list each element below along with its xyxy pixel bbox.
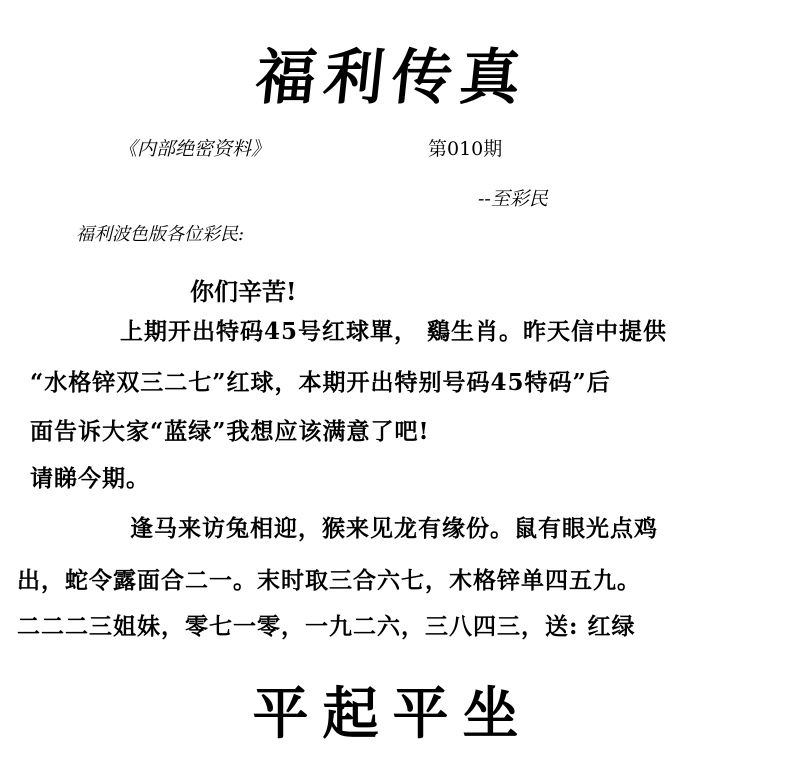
body-line-2: “水格锌双三二七”红球，本期开出特别号码45特码”后 bbox=[30, 369, 611, 396]
body-line-3: 面告诉大家“蓝绿”我想应该满意了吧! bbox=[30, 418, 430, 445]
greeting: 福利波色版各位彩民: bbox=[76, 224, 245, 245]
issue-number: 第010期 bbox=[428, 138, 503, 160]
body-line-7: 二二二三姐妹，零七一零，一九二六，三八四三，送: 红绿 bbox=[17, 613, 636, 640]
footer-slogan: 平起平坐 bbox=[252, 681, 533, 747]
body-line-4: 请睇今期。 bbox=[30, 465, 150, 492]
body-line-6: 出，蛇令露面合二一。末时取三合六七，木格锌单四五九。 bbox=[17, 567, 641, 594]
body-line-5: 逢马来访兔相迎，猴来见龙有缘份。鼠有眼光点鸡 bbox=[130, 515, 658, 542]
salutation: 你们辛苦! bbox=[190, 277, 297, 306]
source-label: 《内部绝密资料》 bbox=[118, 138, 271, 160]
signature-line: --至彩民 bbox=[478, 188, 548, 210]
document-title: 福利传真 bbox=[252, 43, 532, 113]
body-line-1: 上期开出特码45号红球單， 鷄生肖。昨天信中提供 bbox=[120, 318, 668, 345]
